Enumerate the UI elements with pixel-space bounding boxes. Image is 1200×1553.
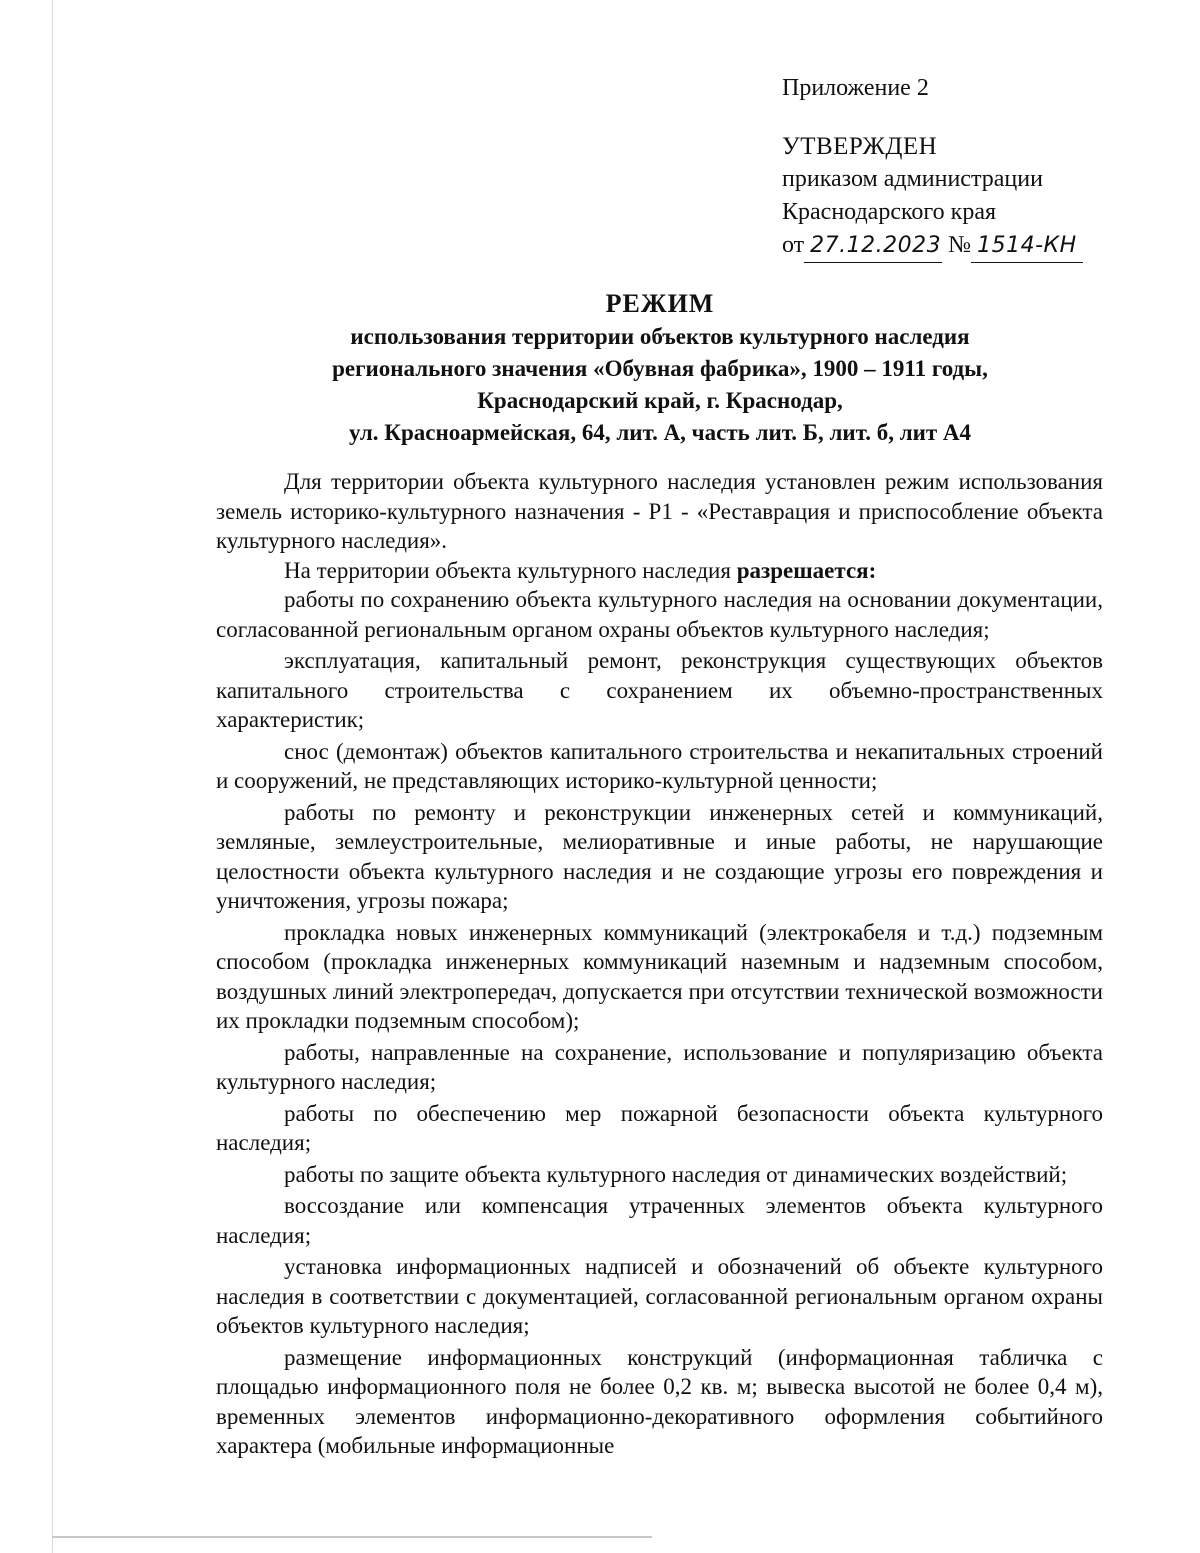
- region-label: Краснодарского края: [782, 199, 997, 225]
- list-item: снос (демонтаж) объектов капитального строительства и некапитальных строений и сооружений, не представляющих историко-культурной ценности;: [216, 738, 1103, 793]
- approval-stamp-block: [782, 72, 1142, 263]
- document-title: [215, 287, 1105, 449]
- title-main: РЕЖИМ: [605, 289, 715, 318]
- allowed-bold: разрешается:: [736, 557, 877, 583]
- allowed-lead: На территории объекта культурного наследия: [284, 557, 737, 583]
- title-line-3: Краснодарский край, г. Краснодар,: [477, 388, 843, 413]
- list-item: размещение информационных конструкций (информационная табличка с площадью информационного поля не более 0,2 кв. м; вывеска высотой не более 0,4 м), временных элементов информационно-декоративного оформления событийного характера (мобильные информационные: [216, 1344, 1103, 1458]
- annex-label: Приложение 2: [782, 75, 929, 101]
- list-item: работы по обеспечению мер пожарной безопасности объекта культурного наследия;: [216, 1100, 1103, 1155]
- document-body: [216, 467, 1103, 1461]
- handwritten-number: 1514-КН: [971, 229, 1083, 263]
- scan-edge-line: [52, 0, 53, 1553]
- allowed-heading: [216, 556, 1103, 586]
- title-line-4: ул. Красноармейская, 64, лит. А, часть лит. Б, лит. б, лит А4: [348, 420, 972, 445]
- list-item: работы по защите объекта культурного наследия от динамических воздействий;: [284, 1161, 1068, 1187]
- intro-paragraph: Для территории объекта культурного наследия установлен режим использования земель историко-культурного назначения - Р1 - «Реставрация и приспособление объекта культурного наследия».: [216, 469, 1103, 553]
- title-line-1: использования территории объектов культурного наследия: [350, 324, 970, 349]
- list-item: работы, направленные на сохранение, использование и популяризацию объекта культурного наследия;: [216, 1039, 1103, 1094]
- list-item: эксплуатация, капитальный ремонт, реконструкция существующих объектов капитального строительства с сохранением их объемно-пространственных характеристик;: [216, 648, 1103, 732]
- scan-bottom-line: [52, 1536, 652, 1538]
- list-item: воссоздание или компенсация утраченных элементов объекта культурного наследия;: [216, 1193, 1103, 1248]
- approved-label: УТВЕРЖДЕН: [782, 133, 938, 160]
- title-line-2: регионального значения «Обувная фабрика», 1900 – 1911 годы,: [332, 356, 988, 381]
- list-item: прокладка новых инженерных коммуникаций (электрокабеля и т.д.) подземным способом (прокладка инженерных коммуникаций наземным и надземным способом, воздушных линий электропередач, допускается при отсутствии технической возможности их прокладки подземным способом);: [216, 919, 1103, 1033]
- date-prefix: от: [782, 232, 805, 258]
- list-item: работы по ремонту и реконструкции инженерных сетей и коммуникаций, земляные, землеустроительные, мелиоративные и иные работы, не нарушающие целостности объекта культурного наследия и не создающие угрозы его повреждения и уничтожения, угрозы пожара;: [216, 799, 1103, 913]
- list-item: работы по сохранению объекта культурного наследия на основании документации, согласованной региональным органом охраны объектов культурного наследия;: [216, 587, 1103, 642]
- list-item: установка информационных надписей и обозначений об объекте культурного наследия в соответствии с документацией, согласованной региональным органом охраны объектов культурного наследия;: [216, 1254, 1103, 1338]
- handwritten-date: 27.12.2023: [804, 229, 942, 263]
- by-order-label: приказом администрации: [782, 166, 1043, 192]
- order-date-number: [782, 229, 1142, 263]
- number-prefix: №: [948, 232, 972, 258]
